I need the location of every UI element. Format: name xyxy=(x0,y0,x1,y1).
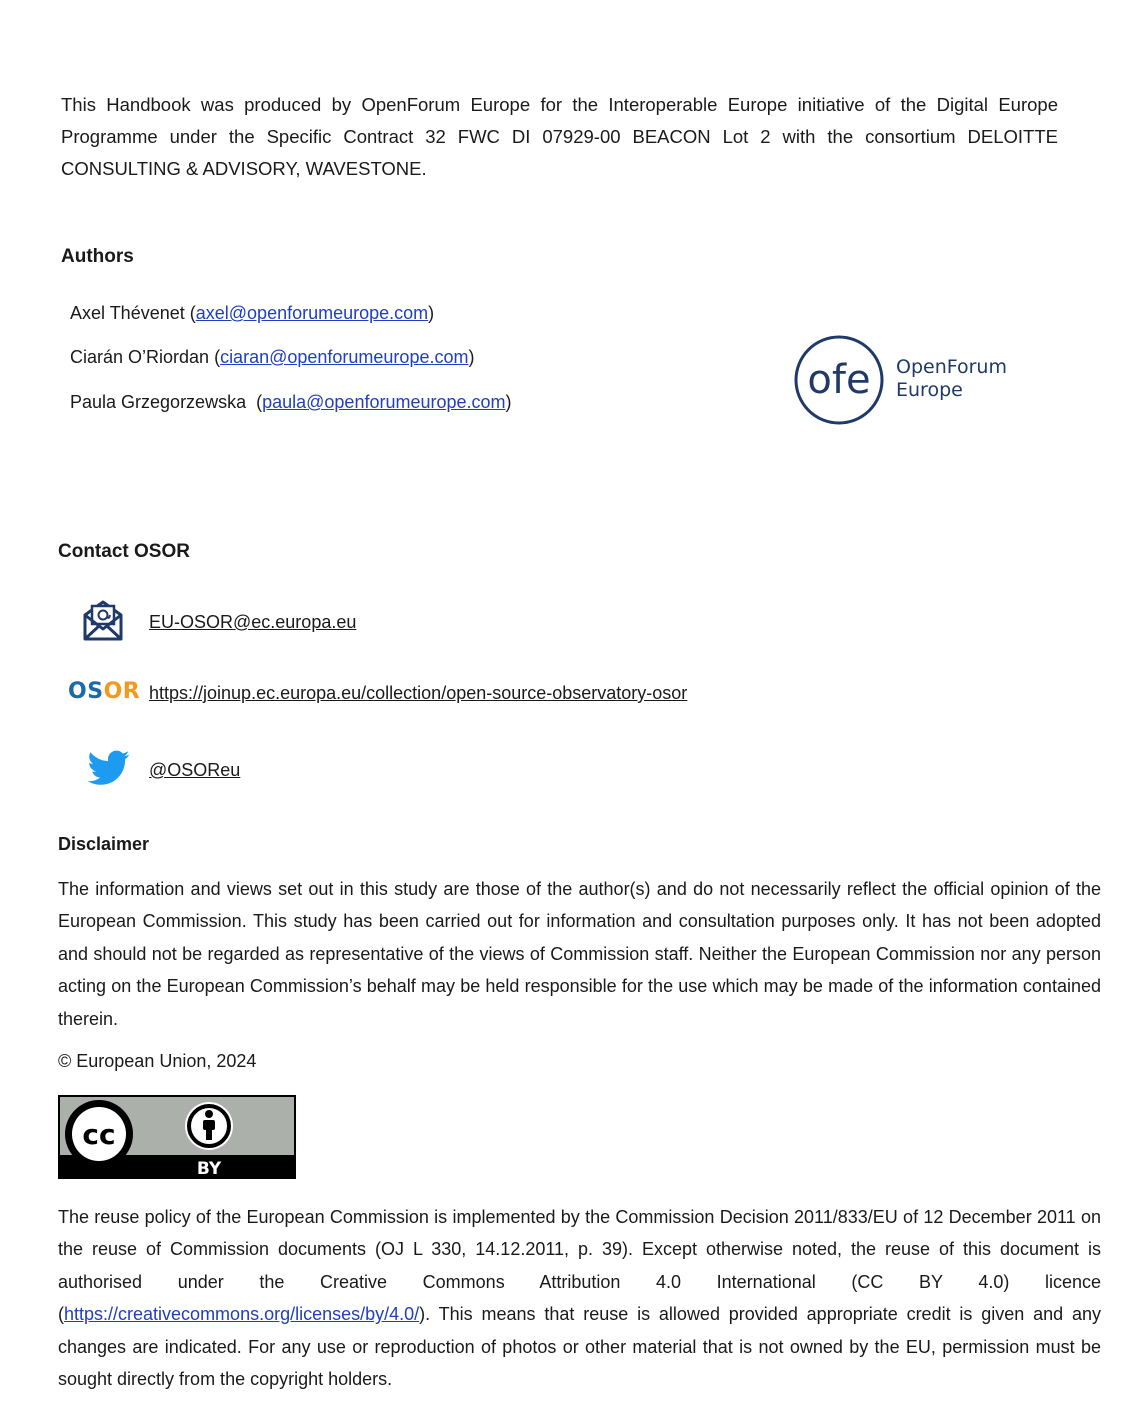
envelope-icon xyxy=(82,598,124,642)
author-name: Axel Thévenet xyxy=(70,303,185,323)
twitter-handle-link[interactable]: @OSOReu xyxy=(149,760,241,780)
disclaimer-text: The information and views set out in this study are those of the author(s) and do not necessarily reflect the official opinion of the European Commission. This study has been carried out for information and consultation purposes only. It has not been adopted and should not be regarded as representative of the views of Commission staff. Neither the European Commission nor any person acting on the European Commission’s behalf may be held responsible for the use which may be made of the information contained therein. xyxy=(58,879,1101,1029)
osor-logo xyxy=(68,679,140,704)
author-line-3: Paula Grzegorzewska (paula@openforumeurope.com) xyxy=(70,392,512,412)
disclaimer-heading: Disclaimer xyxy=(58,834,150,854)
copyright-notice: © European Union, 2024 xyxy=(58,1051,257,1071)
reuse-text-before: The reuse policy of the European Commission is implemented by the Commission Decision 2011/833/EU of 12 December 2011 on the reuse of Commission documents (OJ L 330, 14.12.2011, p. 39). Except otherwise noted, the reuse of this document is authorised under the Creative Commons Attribution 4.0 International (CC BY 4.0) licence ( xyxy=(58,1207,1101,1325)
author-email-link[interactable]: axel@openforumeurope.com xyxy=(195,303,429,323)
ofe-logo-line1: OpenForum xyxy=(896,356,1007,378)
intro-paragraph: This Handbook was produced by OpenForum Europe for the Interoperable Europe initiative of the Digital Europe Programme under the Specific Contract 32 FWC DI 07929-00 BEACON Lot 2 with the consortium DELOITTE CONSULTING & ADVISORY, WAVESTONE. xyxy=(61,94,1058,179)
cc-label: cc xyxy=(82,1118,116,1151)
by-label: BY xyxy=(196,1159,222,1179)
osor-email-link[interactable]: EU-OSOR@ec.europa.eu xyxy=(149,612,357,632)
author-email-link[interactable]: paula@openforumeurope.com xyxy=(262,392,506,412)
author-line-1: Axel Thévenet (axel@openforumeurope.com) xyxy=(70,303,435,323)
ofe-logo-mark: ofe xyxy=(807,357,871,403)
ofe-logo-line2: Europe xyxy=(896,379,963,401)
cc-license-link[interactable]: https://creativecommons.org/licenses/by/4.0/ xyxy=(64,1304,420,1325)
osor-logo-letter: O xyxy=(68,679,88,704)
osor-logo-letter: S xyxy=(87,679,104,704)
author-name: Ciarán O’Riordan xyxy=(70,347,210,367)
author-name: Paula Grzegorzewska xyxy=(70,392,247,412)
osor-logo-letter: R xyxy=(122,679,141,704)
twitter-bird-icon xyxy=(88,750,130,786)
authors-heading: Authors xyxy=(61,246,134,267)
reuse-policy-text xyxy=(58,1201,1101,1395)
contact-heading: Contact OSOR xyxy=(58,541,190,562)
cc-by-badge xyxy=(58,1095,296,1179)
ofe-logo xyxy=(793,334,1023,426)
author-email-link[interactable]: ciaran@openforumeurope.com xyxy=(220,347,469,367)
osor-logo-letter: O xyxy=(103,679,123,704)
reuse-text-after: ). This means that reuse is allowed provided appropriate credit is given and any changes are indicated. For any use or reproduction of photos or other material that is not owned by the EU, permission must be sought directly from the copyright holders. xyxy=(58,1304,1101,1390)
author-line-2: Ciarán O’Riordan (ciaran@openforumeurope.com) xyxy=(70,347,475,367)
osor-url-link[interactable]: https://joinup.ec.europa.eu/collection/open-source-observatory-osor xyxy=(149,683,688,703)
